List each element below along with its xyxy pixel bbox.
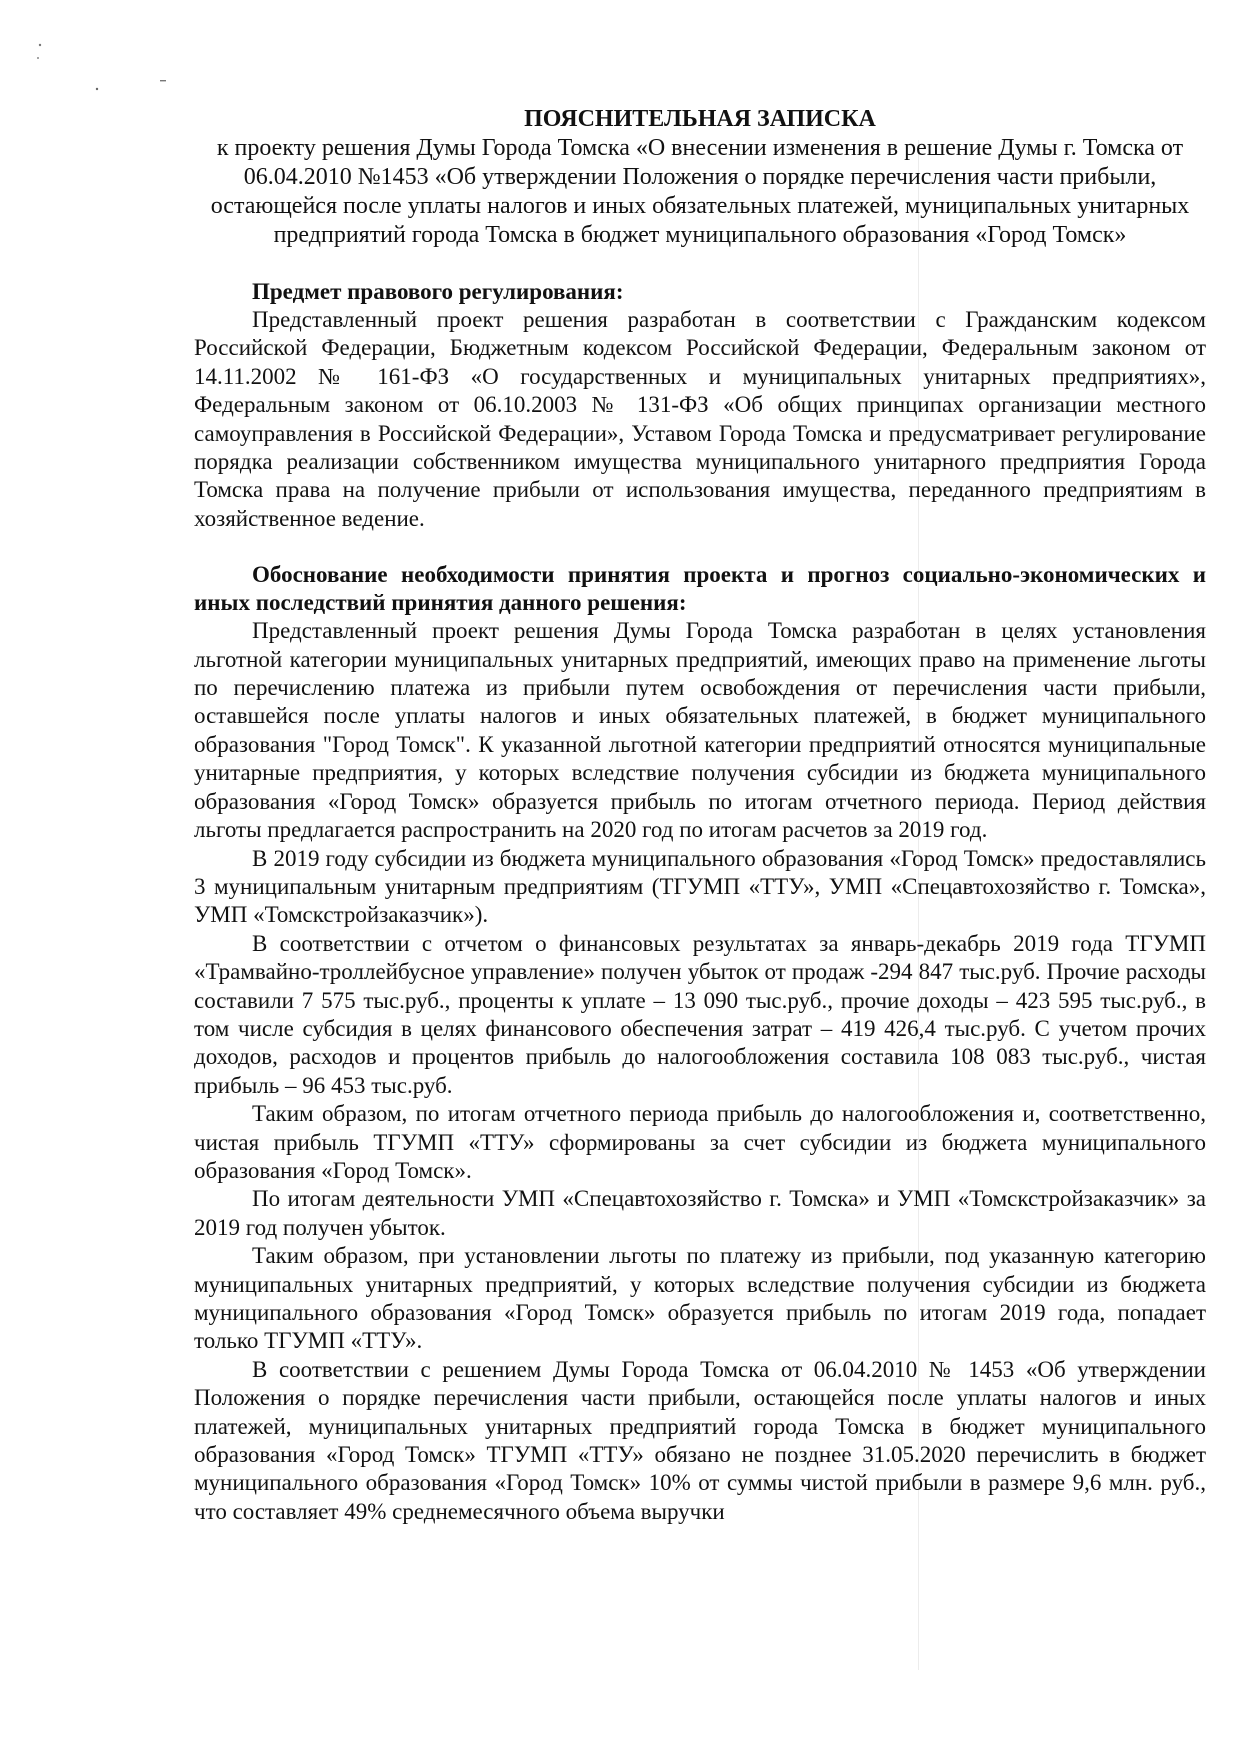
scan-specks — [0, 0, 200, 100]
paragraph: В соответствии с решением Думы Города Томска от 06.04.2010 № 1453 «Об утверждении Положения о порядке перечисления части прибыли, остающейся после уплаты налогов и иных платежей, муниципальных унитарных предприятий города Томска в бюджет муниципального образования «Город Томск» ТГУМП «ТТУ» обязано не позднее 31.05.2020 перечислить в бюджет муниципального образования «Город Томск» 10% от суммы чистой прибыли в размере 9,6 млн. руб., что составляет 49% среднемесячного объема выручки — [194, 1356, 1206, 1524]
paragraph: Таким образом, по итогам отчетного периода прибыль до налогообложения и, соответственно, чистая прибыль ТГУМП «ТТУ» сформированы за счет субсидии из бюджета муниципального образования «Город Томск». — [194, 1101, 1206, 1183]
section-heading-rationale: Обоснование необходимости принятия проекта и прогноз социально-экономических и иных последствий принятия данного решения: — [194, 562, 1206, 616]
document-subtitle: к проекту решения Думы Города Томска «О внесении изменения в решение Думы г. Томска от 06.04.2010 №1453 «Об утверждении Положения о порядке перечисления части прибыли, остающейся после уплаты налогов и иных обязательных платежей, муниципальных унитарных предприятий города Томска в бюджет муниципального образования «Город Томск» — [210, 135, 1190, 248]
paragraph: В соответствии с отчетом о финансовых результатах за январь-декабрь 2019 года ТГУМП «Трамвайно-троллейбусное управление» получен убыток от продаж -294 847 тыс.руб. Прочие расходы составили 7 575 тыс.руб., проценты к уплате – 13 090 тыс.руб., прочие доходы – 423 595 тыс.руб., в том числе субсидия в целях финансового обеспечения затрат – 419 426,4 тыс.руб. С учетом прочих доходов, расходов и процентов прибыль до налогообложения составила 108 083 тыс.руб., чистая прибыль – 96 453 тыс.руб. — [194, 930, 1206, 1098]
document-title: ПОЯСНИТЕЛЬНАЯ ЗАПИСКА — [524, 106, 876, 132]
paragraph: В 2019 году субсидии из бюджета муниципального образования «Город Томск» предоставлялись 3 муниципальным унитарным предприятиям (ТГУМП «ТТУ», УМП «Спецавтохозяйство г. Томска», УМП «Томскстройзаказчик»). — [194, 845, 1206, 928]
section-heading-subject: Предмет правового регулирования: — [252, 279, 624, 304]
paragraph: Представленный проект решения разработан в соответствии с Гражданским кодексом Российской Федерации, Бюджетным кодексом Российской Федерации, Федеральным законом от 14.11.2002 № 161-ФЗ «О государственных и муниципальных унитарных предприятиях», Федеральным законом от 06.10.2003 № 131-ФЗ «Об общих принципах организации местного самоуправления в Российской Федерации», Уставом Города Томска и предусматривает регулирование порядка реализации собственником имущества муниципального унитарного предприятия Города Томска права на получение прибыли от использования имущества, переданного предприятиям в хозяйственное ведение. — [194, 307, 1206, 531]
paragraph: Представленный проект решения Думы Города Томска разработан в целях установления льготной категории муниципальных унитарных предприятий, имеющих право на применение льготы по перечислению платежа из прибыли путем освобождения от перечисления части прибыли, оставшейся после уплаты налогов и иных обязательных платежей, в бюджет муниципального образования "Город Томск". К указанной льготной категории предприятий относятся муниципальные унитарные предприятия, у которых вследствие получения субсидии из бюджета муниципального образования «Город Томск» образуется прибыль по итогам отчетного периода. Период действия льготы предлагается распространить на 2020 год по итогам расчетов за 2019 год. — [194, 618, 1206, 843]
paragraph: Таким образом, при установлении льготы по платежу из прибыли, под указанную категорию муниципальных унитарных предприятий, у которых вследствие получения субсидии из бюджета муниципального образования «Город Томск» образуется прибыль по итогам 2019 года, попадает только ТГУМП «ТТУ». — [194, 1243, 1206, 1354]
paragraph: По итогам деятельности УМП «Спецавтохозяйство г. Томска» и УМП «Томскстройзаказчик» за 2019 год получен убыток. — [194, 1186, 1206, 1240]
document-body — [194, 105, 1206, 1526]
